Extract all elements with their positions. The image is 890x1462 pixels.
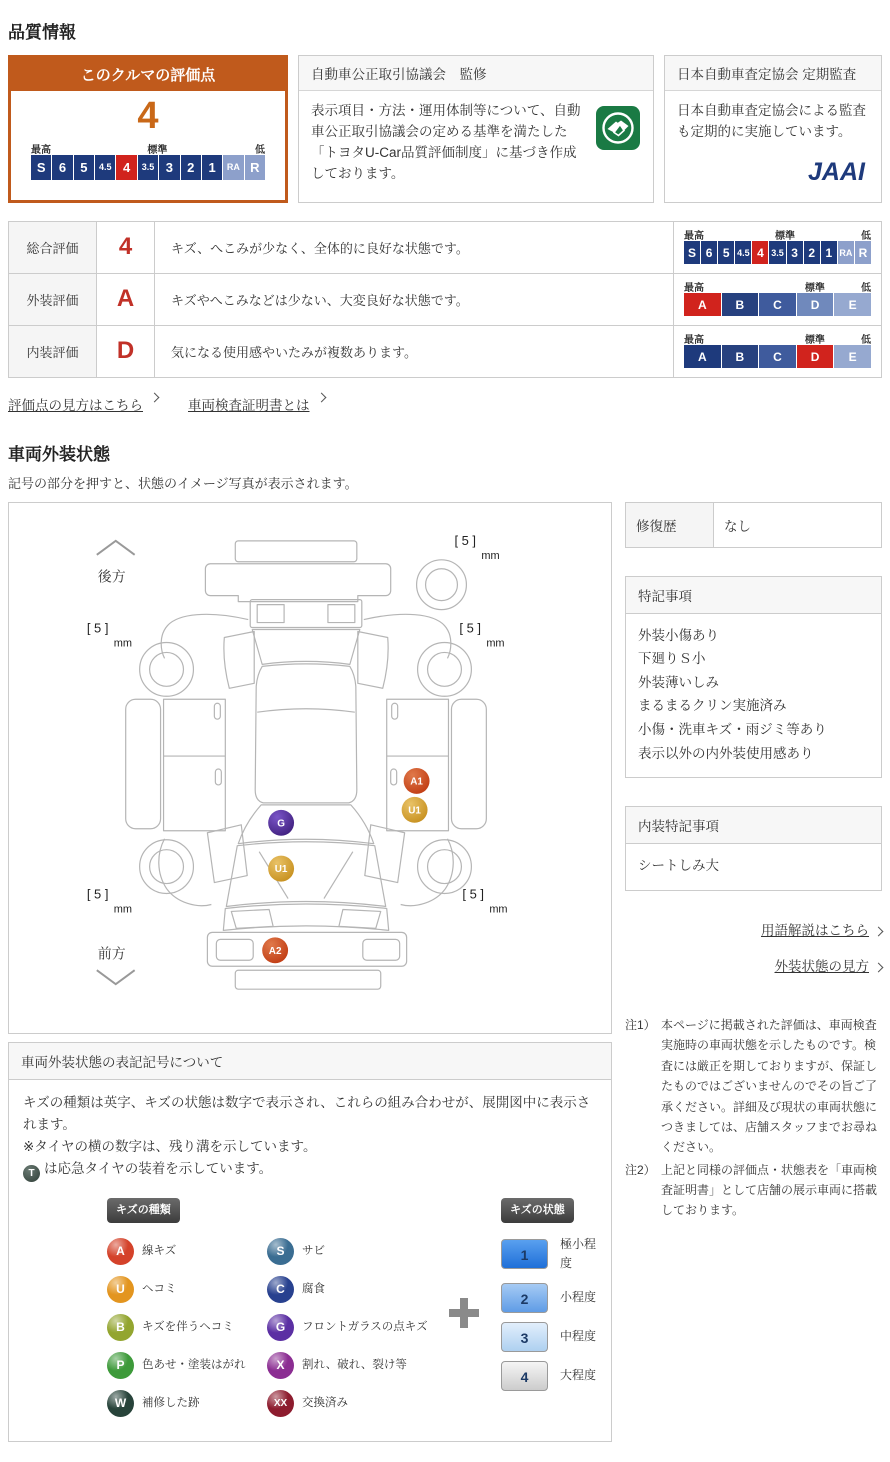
svg-text:U1: U1: [408, 804, 421, 816]
evaluation-row-grade: D: [97, 325, 155, 377]
damage-state-item-1: [501, 1235, 597, 1275]
chevron-right-icon: [874, 927, 884, 937]
scale-cell-R: R: [855, 241, 871, 264]
rear-bumper-upper: [235, 540, 357, 561]
scale-cell-S: S: [684, 241, 700, 264]
svg-text:[ 5 ]: [ 5 ]: [86, 886, 109, 902]
rear-fender-left: [161, 614, 248, 658]
svg-text:mm: mm: [113, 903, 132, 916]
damage-kind-label: 補修した跡: [142, 1397, 200, 1410]
scale-cell-A: A: [684, 345, 721, 368]
svg-text:mm: mm: [486, 637, 505, 650]
evaluation-row: [9, 325, 882, 377]
jaai-box: [664, 55, 882, 203]
fair-trade-box-text: 表示項目・方法・運用体制等について、自動車公正取引協議会の定める基準を満たした「トヨタU-Car品質評価制度」に基づき作成しております。: [311, 103, 581, 181]
damage-kind-label: 腐食: [302, 1283, 325, 1296]
damage-kind-item-X: [267, 1347, 443, 1385]
damage-kind-ball-W: W: [107, 1390, 134, 1417]
front-fender-right: [401, 838, 454, 905]
damage-kind-label: ヘコミ: [142, 1283, 177, 1296]
damage-kind-item-P: [107, 1347, 253, 1385]
jaai-box-text: 日本自動車査定協会による監査も定期的に実施しています。: [677, 103, 866, 139]
footnotes: [625, 1015, 882, 1221]
interior-note-item: シートしみ大: [638, 858, 719, 874]
scale-label-low: 低: [861, 283, 871, 295]
scale-cell-5: 5: [718, 241, 734, 264]
windshield: [238, 804, 373, 843]
link-exterior-condition-guide[interactable]: 外装状態の見方: [774, 958, 869, 974]
jaai-box-header: 日本自動車査定協会 定期監査: [665, 56, 881, 91]
damage-kind-ball-B: B: [107, 1314, 134, 1341]
scale-label-low: 低: [255, 144, 265, 156]
evaluation-row-grade: A: [97, 273, 155, 325]
scale-label-low: 低: [861, 231, 871, 243]
interior-notes-header: 内装特記事項: [626, 807, 881, 844]
svg-text:mm: mm: [113, 637, 132, 650]
hood: [226, 841, 385, 906]
scale-cell-C: C: [759, 293, 796, 316]
damage-kind-label: サビ: [302, 1245, 325, 1258]
scale-cell-5: 5: [74, 155, 94, 180]
wheel-rear-left: [140, 642, 194, 696]
damage-marker-A2[interactable]: [262, 937, 288, 963]
evaluation-row-scale: [674, 273, 882, 325]
scale-label-low: 低: [861, 335, 871, 347]
legend-box-body: [9, 1080, 611, 1441]
rear-glass: [252, 629, 360, 664]
tire-tread-label: [87, 886, 132, 915]
tire-tread-label: [454, 532, 499, 561]
front-fender-left: [159, 838, 212, 905]
scale-cell-D: D: [797, 293, 834, 316]
jaai-box-body: [665, 91, 881, 202]
damage-kind-label: 割れ、破れ、裂け等: [302, 1359, 407, 1372]
rocker-panel-left: [126, 699, 161, 829]
car-exterior-diagram: [9, 503, 611, 1033]
damage-marker-U1[interactable]: [402, 796, 428, 822]
page-title: 品質情報: [8, 23, 76, 42]
interior-notes-list: [626, 844, 881, 890]
tire-tread-label: [462, 886, 507, 915]
damage-kind-ball-U: U: [107, 1276, 134, 1303]
scale-cell-4.5: 4.5: [95, 155, 115, 180]
score-box-body: [11, 91, 285, 190]
score-box-header: このクルマの評価点: [11, 58, 285, 91]
scale-label-standard: 標準: [147, 144, 168, 156]
headlight-left: [231, 909, 273, 928]
jaai-logo: JAAI: [808, 157, 865, 186]
damage-kind-group: [107, 1198, 443, 1422]
scale-cell-4.5: 4.5: [735, 241, 751, 264]
sidebar-links: [625, 919, 882, 991]
damage-state-title: キズの状態: [501, 1198, 574, 1222]
damage-state-label: 極小程度: [560, 1236, 597, 1271]
special-notes-list: [626, 614, 881, 778]
special-notes-box: [625, 576, 882, 779]
damage-state-item-2: [501, 1283, 597, 1313]
chevron-up-icon: [97, 540, 135, 554]
scale-cell-2: 2: [804, 241, 820, 264]
svg-text:[ 5 ]: [ 5 ]: [459, 620, 482, 636]
special-note-item: 表示以外の内外装使用感あり: [638, 745, 814, 761]
svg-text:mm: mm: [481, 549, 500, 562]
scale-cell-B: B: [722, 293, 759, 316]
tire-tread-label: [87, 620, 132, 649]
legend-intro-1: キズの種類は英字、キズの状態は数字で表示され、これらの組み合わせが、展開図中に表示されます。: [23, 1094, 591, 1132]
wheel-front-left: [140, 839, 194, 893]
rating-scale-cells: [684, 345, 871, 368]
scale-cell-A: A: [684, 293, 721, 316]
footnote-label: 注1）: [625, 1017, 656, 1032]
chevron-right-icon: [150, 392, 160, 402]
spare-tire: [417, 559, 467, 609]
evaluation-row-scale: [674, 325, 882, 377]
damage-marker-U1[interactable]: [268, 855, 294, 881]
roof: [255, 663, 357, 802]
special-note-item: 外装小傷あり: [638, 627, 719, 643]
front-direction-label: 前方: [97, 944, 126, 961]
scale-cell-3: 3: [787, 241, 803, 264]
exterior-section-subtitle: 記号の部分を押すと、状態のイメージ写真が表示されます。: [8, 475, 358, 491]
scale-cell-3: 3: [159, 155, 179, 180]
damage-kind-label: フロントガラスの点キズ: [302, 1321, 428, 1334]
fair-trade-box: [298, 55, 654, 203]
evaluation-row-description: キズ、へこみが少なく、全体的に良好な状態です。: [155, 221, 674, 273]
repair-history-value: なし: [714, 502, 882, 547]
evaluation-table: [8, 221, 882, 378]
scale-label-high: 最高: [684, 231, 704, 243]
repair-history-table: [625, 502, 882, 548]
car-diagram-panel: [8, 502, 612, 1034]
evaluation-row-scale: [674, 221, 882, 273]
diagram-column: [8, 502, 612, 1442]
svg-text:mm: mm: [489, 903, 508, 916]
scale-cell-2: 2: [181, 155, 201, 180]
legend-box: [8, 1042, 612, 1442]
damage-kind-title: キズの種類: [107, 1198, 180, 1222]
scale-label-high: 最高: [684, 283, 704, 295]
svg-text:[ 5 ]: [ 5 ]: [86, 620, 109, 636]
fair-trade-box-body: [299, 91, 653, 195]
headlight-right: [339, 909, 381, 928]
damage-state-group: [501, 1198, 597, 1422]
score-value: 4: [137, 95, 159, 137]
score-box: [8, 55, 288, 203]
link-how-to-read-score[interactable]: 評価点の見方はこちら: [8, 397, 143, 413]
damage-state-square-4: 4: [501, 1361, 548, 1391]
plus-icon: [449, 1298, 479, 1328]
scale-cell-1: 1: [821, 241, 837, 264]
damage-kind-item-S: [267, 1233, 443, 1271]
damage-kind-item-A: [107, 1233, 253, 1271]
damage-state-label: 中程度: [560, 1329, 597, 1344]
damage-state-square-1: 1: [501, 1239, 548, 1269]
legend-box-header: 車両外装状態の表記記号について: [9, 1043, 611, 1080]
scale-cell-3.5: 3.5: [138, 155, 158, 180]
damage-kind-item-W: [107, 1385, 253, 1423]
footnote-text: 上記と同様の評価点・状態表を「車両検査証明書」として店舗の展示車両に搭載しております。: [661, 1162, 878, 1218]
legend-intro-2: ※タイヤの横の数字は、残り溝を示しています。: [23, 1139, 317, 1155]
special-note-item: 下廻りＳ小: [638, 651, 706, 667]
chevron-down-icon: [97, 970, 135, 984]
rating-scale-labels: [684, 331, 871, 345]
rating-scale-labels: [31, 141, 265, 155]
damage-state-label: 小程度: [560, 1290, 597, 1305]
svg-text:A2: A2: [268, 945, 282, 957]
scale-label-standard: 標準: [774, 231, 795, 243]
rating-scale-labels: [684, 227, 871, 241]
scale-cell-6: 6: [52, 155, 72, 180]
score-scale: [31, 141, 265, 180]
special-note-item: 小傷・洗車キズ・雨ジミ等あり: [638, 722, 827, 738]
damage-kind-label: キズを伴うヘコミ: [142, 1321, 234, 1334]
damage-kind-ball-P: P: [107, 1352, 134, 1379]
damage-kind-ball-S: S: [267, 1238, 294, 1265]
svg-text:G: G: [277, 817, 285, 829]
special-note-item: 外装薄いしみ: [638, 674, 719, 690]
rating-scale-labels: [684, 279, 871, 293]
evaluation-row-label: 内装評価: [9, 325, 97, 377]
evaluation-row-label: 外装評価: [9, 273, 97, 325]
scale-cell-C: C: [759, 345, 796, 368]
damage-marker-G[interactable]: [268, 809, 294, 835]
scale-cell-4: 4: [116, 155, 136, 180]
scale-cell-D: D: [797, 345, 834, 368]
scale-label-standard: 標準: [804, 335, 825, 347]
sidebar: [625, 502, 882, 1223]
spare-tire-icon: T: [23, 1165, 40, 1182]
link-what-is-inspection-certificate[interactable]: 車両検査証明書とは: [188, 397, 310, 413]
scale-cell-E: E: [834, 345, 871, 368]
damage-kind-label: 色あせ・塗装はがれ: [142, 1359, 246, 1372]
damage-kind-ball-G: G: [267, 1314, 294, 1341]
footnote: [625, 1015, 882, 1158]
repair-history-label: 修復歴: [626, 502, 714, 547]
handshake-certification-icon: [595, 105, 641, 158]
evaluation-row-grade: 4: [97, 221, 155, 273]
damage-kind-label: 交換済み: [302, 1397, 348, 1410]
svg-text:[ 5 ]: [ 5 ]: [462, 886, 485, 902]
damage-state-label: 大程度: [560, 1368, 597, 1383]
scale-cell-6: 6: [701, 241, 717, 264]
scale-cell-4: 4: [752, 241, 768, 264]
damage-kind-item-G: [267, 1309, 443, 1347]
tailgate: [250, 599, 362, 627]
scale-cell-3.5: 3.5: [769, 241, 785, 264]
rating-scale-numeric: [684, 227, 871, 264]
scale-cell-R: R: [245, 155, 265, 180]
damage-kind-item-B: [107, 1309, 253, 1347]
damage-kind-item-XX: [267, 1385, 443, 1423]
rear-bumper-lower: [205, 563, 390, 601]
rocker-panel-right: [451, 699, 486, 829]
evaluation-row-label: 総合評価: [9, 221, 97, 273]
rear-fender-right: [364, 614, 451, 658]
evaluation-row: [9, 273, 882, 325]
evaluation-row: [9, 221, 882, 273]
rear-direction-label: 後方: [97, 568, 126, 585]
chevron-right-icon: [874, 963, 884, 973]
scale-cell-E: E: [834, 293, 871, 316]
legend-groups: [107, 1198, 597, 1422]
scale-cell-B: B: [722, 345, 759, 368]
damage-kind-label: 線キズ: [142, 1245, 177, 1258]
special-notes-header: 特記事項: [626, 577, 881, 614]
wheel-rear-right: [418, 642, 472, 696]
evaluation-row-description: 気になる使用感やいたみが複数あります。: [155, 325, 674, 377]
chevron-right-icon: [316, 392, 326, 402]
scale-cell-RA: RA: [838, 241, 854, 264]
scale-label-high: 最高: [31, 144, 51, 156]
rating-scale-letter: [684, 279, 871, 316]
scale-cell-S: S: [31, 155, 51, 180]
svg-text:[ 5 ]: [ 5 ]: [454, 532, 477, 548]
link-glossary[interactable]: 用語解説はこちら: [761, 922, 869, 938]
damage-state-square-2: 2: [501, 1283, 548, 1313]
scale-cell-RA: RA: [223, 155, 243, 180]
quality-summary-row: [8, 55, 882, 203]
damage-kind-item-C: [267, 1271, 443, 1309]
damage-state-item-4: [501, 1361, 597, 1391]
damage-kind-ball-XX: XX: [267, 1390, 294, 1417]
damage-kind-ball-C: C: [267, 1276, 294, 1303]
front-bumper: [207, 932, 406, 966]
legend-spare-note: T は応急タイヤの装着を示しています。: [23, 1158, 597, 1182]
evaluation-links: [8, 394, 882, 414]
damage-state-square-3: 3: [501, 1322, 548, 1352]
damage-marker-A1[interactable]: [404, 768, 430, 794]
damage-kind-ball-X: X: [267, 1352, 294, 1379]
footnote-text: 本ページに掲載された評価は、車両検査実施時の車両状態を示したものです。検査には厳正を期しておりますが、保証したものではございませんのでその旨ご了承ください。詳細及び現状の車両状態につきましては、店舗スタッフまでお尋ねください。: [661, 1017, 878, 1155]
scale-label-high: 最高: [684, 335, 704, 347]
scale-label-standard: 標準: [804, 283, 825, 295]
exterior-section-title: 車両外装状態: [8, 444, 110, 464]
rating-scale-cells: [31, 155, 265, 180]
scale-cell-1: 1: [202, 155, 222, 180]
damage-kind-item-U: [107, 1271, 253, 1309]
svg-text:U1: U1: [274, 863, 288, 875]
footnote-label: 注2）: [625, 1162, 656, 1177]
wheel-front-right: [418, 839, 472, 893]
interior-notes-box: [625, 806, 882, 891]
svg-text:A1: A1: [410, 776, 423, 788]
rating-scale-numeric: [31, 141, 265, 180]
rating-scale-letter: [684, 331, 871, 368]
fair-trade-box-header: 自動車公正取引協議会 監修: [299, 56, 653, 91]
damage-kind-ball-A: A: [107, 1238, 134, 1265]
rating-scale-cells: [684, 241, 871, 264]
rating-scale-cells: [684, 293, 871, 316]
damage-state-item-3: [501, 1322, 597, 1352]
tire-tread-label: [459, 620, 504, 649]
evaluation-row-description: キズやへこみなどは少ない、大変良好な状態です。: [155, 273, 674, 325]
footnote: [625, 1160, 882, 1221]
special-note-item: まるまるクリン実施済み: [638, 698, 787, 714]
